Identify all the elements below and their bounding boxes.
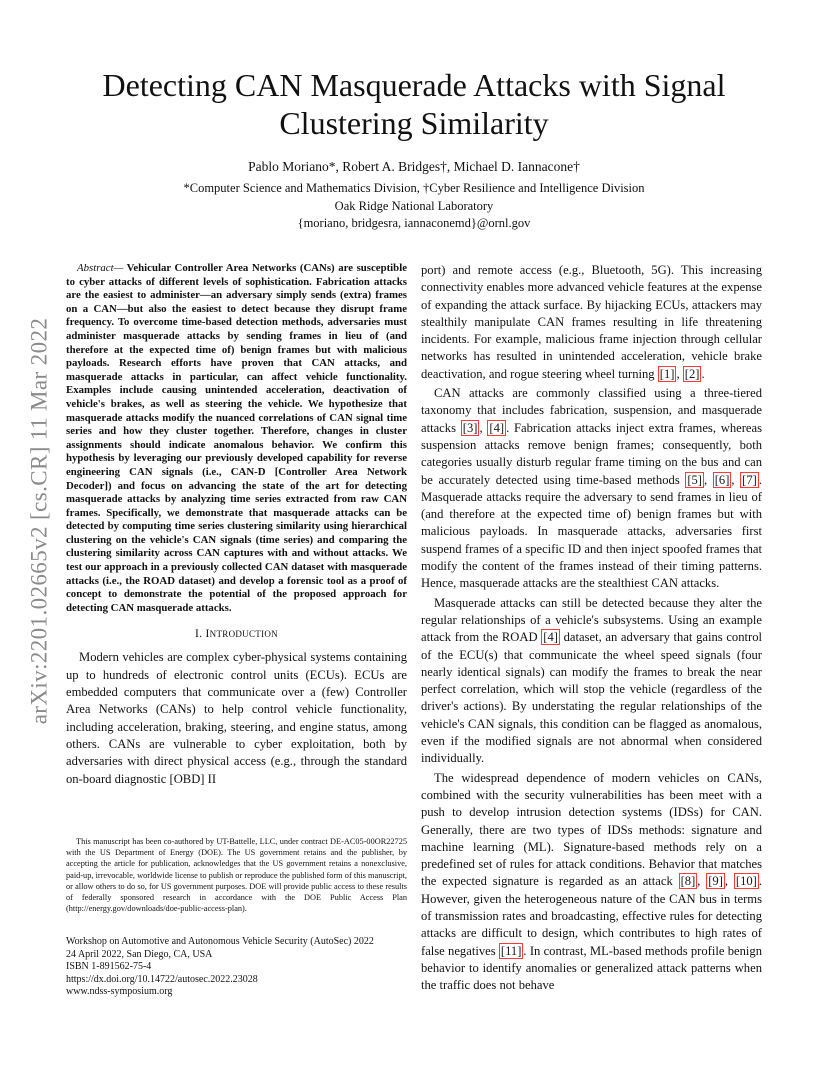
arxiv-stamp-text: arXiv:2201.02665v2 [cs.CR] 11 Mar 2022 <box>26 317 51 725</box>
citation-separator: , <box>724 874 734 889</box>
author-emails: {moriano, bridgesra, iannaconemd}@ornl.gov <box>297 216 531 230</box>
intro-paragraph-4 <box>421 595 762 768</box>
copyright-footnote <box>66 836 407 914</box>
citation-separator: , <box>731 472 741 487</box>
paragraph-text: . In contrast, ML-based methods profile benign behavior to identify anomalies or generalized attack patterns when the traffic does not behave <box>421 943 762 993</box>
citation-link[interactable]: [7] <box>742 472 757 487</box>
paragraph-text: . However, given the heterogeneous nature of the CAN bus in terms of transmission rates and broadcasting, effective rules for detecting attacks are difficult to design, which contributes to high rates of false negatives <box>421 874 763 958</box>
section-title-first-letter: I <box>205 628 210 641</box>
citation-separator: , <box>704 472 713 487</box>
citation-link[interactable]: [8] <box>680 874 696 889</box>
authors-line: Pablo Moriano*, Robert A. Bridges†, Michael D. Iannacone† <box>248 159 580 174</box>
citation-link[interactable]: [4] <box>543 630 558 645</box>
citation-link[interactable]: [2] <box>684 366 700 381</box>
citation-link[interactable]: [6] <box>714 472 730 487</box>
section-heading-introduction <box>66 628 407 640</box>
citation-link[interactable]: [3] <box>462 420 478 435</box>
intro-paragraph-3 <box>421 385 762 593</box>
paragraph-text: . Masquerade attacks require the adversary to send frames in lieu of (and therefore at the expected time of) benign frames but with malicious payloads. In masquerade attacks, adversaries first suspend frames of a specific ID and then inject spoofed frames that modify the content of the frames instead of their timing patterns. Hence, masquerade attacks are the stealthiest CAN attacks. <box>421 472 762 591</box>
abstract-text: Vehicular Controller Area Networks (CANs) are susceptible to cyber attacks of different levels of sophistication. Fabrication attacks are the easiest to administer—an adversary simply sends (extra) frames on a CAN—but also the easiest to detect because they disrupt frame frequency. To overcome time-based detection methods, adversaries must administer masquerade attacks by sending frames in lieu of (and therefore at the expected time of) benign frames but with malicious payloads. Research efforts have proven that CAN attacks, and masquerade attacks in particular, can affect vehicle functionality. Examples include causing unintended acceleration, deactivation of vehicle's brakes, as well as steering the vehicle. We hypothesize that masquerade attacks modify the nuanced correlations of CAN signal time series and how they cluster together. Therefore, changes in cluster assignments should indicate anomalous behavior. We confirm this hypothesis by leveraging our previously developed capability for reverse engineering CAN signals (i.e., CAN-D [Controller Area Network Decoder]) and focus on advancing the state of the art for detecting masquerade attacks by analyzing time series extracted from raw CAN frames. Specifically, we demonstrate that masquerade attacks can be detected by computing time series clustering similarity using hierarchical clustering on the vehicle's CAN signals (time series) and comparing the clustering similarity across CAN captures with and without attacks. We test our approach in a previously collected CAN dataset with masquerade attacks (i.e., the ROAD dataset) and develop a forensic tool as a proof of concept to demonstrate the potential of the proposed approach for detecting CAN masquerade attacks. <box>66 262 407 614</box>
arxiv-identifier-stamp <box>21 284 57 758</box>
right-column <box>421 262 762 996</box>
venue-website-link[interactable]: www.ndss-symposium.org <box>66 986 173 998</box>
affiliation-divisions: *Computer Science and Mathematics Division, †Cyber Resilience and Intelligence Division <box>183 181 645 195</box>
venue-isbn: ISBN 1-891562-75-4 <box>66 961 152 973</box>
paragraph-text: port) and remote access (e.g., Bluetooth, 5G). This increasing connectivity enables more advanced vehicle features at the expense of expanding the attack surface. By hijacking ECUs, attackers may stealthily manipulate CAN frames resulting in life threatening incidents. For example, malicious frame injection through cellular networks has resulted in unintended acceleration, vehicle brake deactivation, and rogue steering wheel turning <box>421 263 762 381</box>
affiliation-lab: Oak Ridge National Laboratory <box>334 198 494 213</box>
venue-date-location: 24 April 2022, San Diego, CA, USA <box>66 948 213 960</box>
section-title-rest: NTRODUCTION <box>209 629 278 640</box>
citation-link[interactable]: [4] <box>489 420 505 435</box>
citation-link[interactable]: [11] <box>500 943 522 958</box>
paper-title: Detecting CAN Masquerade Attacks with Signal Clustering Similarity <box>102 67 726 141</box>
citation-separator: , <box>697 874 707 889</box>
abstract <box>66 262 407 615</box>
abstract-label: Abstract— <box>77 262 124 274</box>
citation-link[interactable]: [9] <box>708 874 723 889</box>
venue-workshop: Workshop on Automotive and Autonomous Vehicle Security (AutoSec) 2022 <box>66 936 374 947</box>
paragraph-text: dataset, an adversary that gains control of the ECU(s) that communicate the wheel speed signals (four nearly identical signals) can modify the frames to break the near perfect correlation, which will stop the vehicle (regardless of the driver's actions). By understating the regular relationships of the vehicle's CAN signals, this condition can be flagged as anomalous, even if the modified signals are not abnormal when considered individually. <box>421 630 762 766</box>
author-list <box>60 157 768 176</box>
citation-link[interactable]: [1] <box>659 366 675 381</box>
paragraph-text: The widespread dependence of modern vehicles on CANs, combined with the security vulnerabilities has been meet with a push to develop intrusion detection systems (IDSs) for CAN. Generally, there are two types of IDSs methods: signature and machine learning (ML). Signature-based methods rely on a predefined set of rules for attack conditions. Behavior that matches the expected signature is regarded as an attack <box>421 770 762 889</box>
paragraph-text: CAN attacks are commonly classified using a three-tiered taxonomy that includes fabrication, suspension, and masquerade attacks <box>421 386 762 435</box>
citation-link[interactable]: [5] <box>687 472 702 487</box>
intro-paragraph-2 <box>421 262 762 383</box>
intro-paragraph-5 <box>421 770 762 995</box>
section-number: I. <box>195 628 203 641</box>
citation-separator: , <box>479 420 488 435</box>
footnote-text: This manuscript has been co-authored by UT-Battelle, LLC, under contract DE-AC05-00OR22725 with the US Department of Energy (DOE). The US government retains and the publisher, by accepting the article for publication, acknowledges that the US government retains a nonexclusive, paid-up, irrevocable, worldwide license to publish or reproduce the published form of this manuscript, or allow others to do so, for US government purposes. DOE will provide public access to these results of federally sponsored research in accordance with the DOE Public Access Plan (http://energy.gov/downloads/doe-public-access-plan). <box>66 837 407 914</box>
citation-link[interactable]: [10] <box>735 874 757 889</box>
venue-doi-link[interactable]: https://dx.doi.org/10.14722/autosec.2022.23028 <box>66 973 258 985</box>
intro-paragraph-1: Modern vehicles are complex cyber-physical systems containing up to hundreds of electronic control units (ECUs). ECUs are embedded computers that communicate over a (few) Controller Area Networks (CANs) to help control vehicle functionality, including acceleration, braking, steering, and engine status, among others. CANs are vulnerable to cyber exploitation, both by adversaries with direct physical access (e.g., through the standard on-board diagnostic [OBD] II <box>66 650 407 786</box>
paragraph-text: . <box>701 366 705 381</box>
citation-separator: , <box>676 366 683 381</box>
left-column <box>66 262 407 788</box>
venue-info <box>66 936 411 999</box>
paragraph-text: Masquerade attacks can still be detected because they alter the regular relationships of a vehicle's subsystems. Using an example attack from the ROAD <box>421 595 762 645</box>
affiliations <box>60 180 768 233</box>
paragraph-text: . Fabrication attacks inject extra frames, whereas suspension attacks remove benign frames; consequently, both categories usually disturb regular frame timing on the bus and can be accurately detected using time-based methods <box>421 420 763 487</box>
